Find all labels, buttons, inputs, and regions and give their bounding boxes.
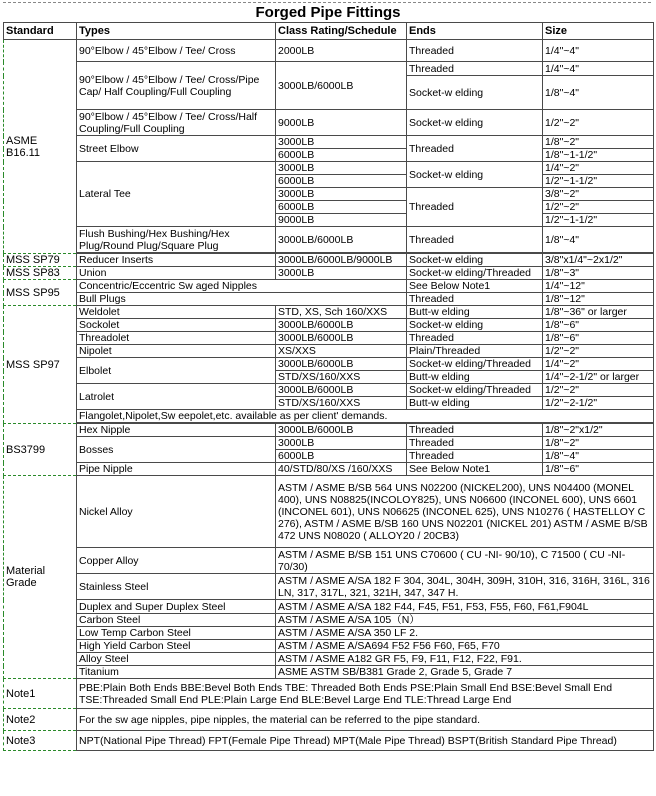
class-cell: STD/XS/160/XXS <box>276 371 407 384</box>
class-cell: 6000LB <box>276 450 407 463</box>
spec-cell: ASTM / ASME A182 GR F5, F9, F11, F12, F22, F91. <box>276 653 654 666</box>
table-row <box>4 476 654 548</box>
class-cell: 3000LB/6000LB <box>276 358 407 371</box>
class-cell: 3000LB/6000LB <box>276 319 407 332</box>
type-cell: Reducer Inserts <box>77 254 276 267</box>
class-cell: 3000LB/6000LB <box>276 227 407 253</box>
class-cell: 3000LB/6000LB <box>276 424 407 437</box>
ends-cell: Socket-w elding <box>407 162 543 188</box>
size-cell: 1/8"~1-1/2" <box>543 149 654 162</box>
spec-cell: ASTM / ASME B/SB 151 UNS C70600 ( CU -NI- 90/10), C 71500 ( CU -NI- 70/30) <box>276 548 654 574</box>
type-cell: Bosses <box>77 437 276 463</box>
type-cell: 90°Elbow / 45°Elbow / Tee/ Cross/Half Coupling/Full Coupling <box>77 110 276 136</box>
table-row <box>4 40 654 62</box>
class-cell: STD, XS, Sch 160/XXS <box>276 306 407 319</box>
size-cell: 1/8"~6" <box>543 319 654 332</box>
class-cell: XS/XXS <box>276 345 407 358</box>
size-cell: 1/2"~1-1/2" <box>543 175 654 188</box>
class-cell: 3000LB/6000LB <box>276 384 407 397</box>
class-cell: 2000LB <box>276 40 407 62</box>
header-row <box>4 23 654 40</box>
type-cell: Sockolet <box>77 319 276 332</box>
type-cell: Copper Alloy <box>77 548 276 574</box>
standard-cell: Note1 <box>4 679 77 709</box>
size-cell: 1/8"~36" or larger <box>543 306 654 319</box>
type-cell: Union <box>77 267 276 280</box>
ends-cell: Threaded <box>407 437 543 450</box>
ends-cell: Socket-w elding <box>407 110 543 136</box>
header-types: Types <box>77 23 276 40</box>
header-class: Class Rating/Schedule <box>276 23 407 40</box>
type-cell: High Yield Carbon Steel <box>77 640 276 653</box>
table-row <box>4 136 654 149</box>
type-cell: Concentric/Eccentric Sw aged Nipples <box>77 280 407 293</box>
class-cell: 40/STD/80/XS /160/XXS <box>276 463 407 476</box>
table-row <box>4 666 654 679</box>
table-row <box>4 254 654 267</box>
class-cell: STD/XS/160/XXS <box>276 397 407 410</box>
standard-cell: MSS SP83 <box>4 267 77 280</box>
table-row <box>4 679 654 709</box>
table-row <box>4 653 654 666</box>
table-row <box>4 110 654 136</box>
spec-cell: ASTM / ASME A/SA 182 F 304, 304L, 304H, 309H, 310H, 316, 316H, 316L, 316 LN, 317, 317L, 321, 321H, 347, 347 H. <box>276 574 654 600</box>
type-cell: Street Elbow <box>77 136 276 162</box>
size-cell: 3/8"x1/4"~2x1/2" <box>543 254 654 267</box>
size-cell: 1/2"~2" <box>543 384 654 397</box>
type-cell: Nickel Alloy <box>77 476 276 548</box>
table-row <box>4 574 654 600</box>
type-cell: Alloy Steel <box>77 653 276 666</box>
table-row <box>4 319 654 332</box>
size-cell: 1/8"~2" <box>543 437 654 450</box>
type-cell: Low Temp Carbon Steel <box>77 627 276 640</box>
ends-cell: Butt-w elding <box>407 371 543 384</box>
size-cell: 1/4"~12" <box>543 280 654 293</box>
type-cell: Elbolet <box>77 358 276 384</box>
size-cell: 3/8"~2" <box>543 188 654 201</box>
size-cell: 1/8"~4" <box>543 450 654 463</box>
size-cell: 1/8"~6" <box>543 332 654 345</box>
size-cell: 1/8"~12" <box>543 293 654 306</box>
type-cell: Weldolet <box>77 306 276 319</box>
class-cell: 3000LB/6000LB/9000LB <box>276 254 407 267</box>
table-row <box>4 162 654 175</box>
size-cell: 1/8"~4" <box>543 76 654 110</box>
class-cell: 3000LB/6000LB <box>276 332 407 345</box>
size-cell: 1/8"~4" <box>543 227 654 253</box>
class-cell: 9000LB <box>276 214 407 227</box>
table-row <box>4 709 654 731</box>
type-cell: Hex Nipple <box>77 424 276 437</box>
type-cell: Titanium <box>77 666 276 679</box>
size-cell: 1/4"~4" <box>543 62 654 76</box>
table-row <box>4 463 654 476</box>
standard-cell: BS3799 <box>4 424 77 476</box>
standard-cell: MSS SP95 <box>4 280 77 306</box>
note3-cell: NPT(National Pipe Thread) FPT(Female Pipe Thread) MPT(Male Pipe Thread) BSPT(British Standard Pipe Thread) <box>77 731 654 751</box>
table-row <box>4 614 654 627</box>
type-cell: 90°Elbow / 45°Elbow / Tee/ Cross <box>77 40 276 62</box>
type-cell: Bull Plugs <box>77 293 407 306</box>
spec-cell: ASTM / ASME A/SA 182 F44, F45, F51, F53, F55, F60, F61,F904L <box>276 600 654 614</box>
class-cell: 6000LB <box>276 175 407 188</box>
class-cell: 3000LB <box>276 162 407 175</box>
size-cell: 1/8"~6" <box>543 463 654 476</box>
standard-cell: MSS SP97 <box>4 306 77 424</box>
table-row <box>4 358 654 371</box>
table-row <box>4 731 654 751</box>
ends-cell: See Below Note1 <box>407 463 543 476</box>
table-row <box>4 306 654 319</box>
ends-cell: Socket-w elding/Threaded <box>407 384 543 397</box>
standard-cell: Material Grade <box>4 476 77 679</box>
size-cell: 1/8"~2"x1/2" <box>543 424 654 437</box>
note-cell: Flangolet,Nipolet,Sw eepolet,etc. available as per client' demands. <box>77 410 654 423</box>
ends-cell: Plain/Threaded <box>407 345 543 358</box>
type-cell: Duplex and Super Duplex Steel <box>77 600 276 614</box>
ends-cell: Threaded <box>407 332 543 345</box>
size-cell: 1/8"~3" <box>543 267 654 280</box>
ends-cell: See Below Note1 <box>407 280 543 293</box>
note2-cell: For the sw age nipples, pipe nipples, the material can be referred to the pipe standard. <box>77 709 654 731</box>
spec-cell: ASTM / ASME A/SA694 F52 F56 F60, F65, F70 <box>276 640 654 653</box>
standard-cell: ASME B16.11 <box>4 40 77 254</box>
type-cell: Flush Bushing/Hex Bushing/Hex Plug/Round Plug/Square Plug <box>77 227 276 253</box>
ends-cell: Butt-w elding <box>407 397 543 410</box>
table-row <box>4 600 654 614</box>
class-cell: 3000LB <box>276 188 407 201</box>
header-ends: Ends <box>407 23 543 40</box>
class-cell: 6000LB <box>276 149 407 162</box>
type-cell: Threadolet <box>77 332 276 345</box>
note1-line: TSE:Threaded Small End PLE:Plain Large End BLE:Bevel Large End TLE:Thread Large End <box>79 693 512 706</box>
standard-cell: Note2 <box>4 709 77 731</box>
class-cell: 9000LB <box>276 110 407 136</box>
ends-cell: Socket-w elding/Threaded <box>407 267 543 280</box>
ends-cell: Socket-w elding <box>407 76 543 110</box>
class-cell: 3000LB <box>276 437 407 450</box>
size-cell: 1/8"~2" <box>543 136 654 149</box>
table-row <box>4 280 654 293</box>
type-cell: Carbon Steel <box>77 614 276 627</box>
class-cell: 3000LB <box>276 267 407 280</box>
size-cell: 1/2"~2" <box>543 201 654 214</box>
size-cell: 1/4"~4" <box>543 40 654 62</box>
ends-cell: Threaded <box>407 293 543 306</box>
spec-cell: ASME ASTM SB/B381 Grade 2, Grade 5, Grade 7 <box>276 666 654 679</box>
ends-cell: Threaded <box>407 227 543 253</box>
type-cell: Latrolet <box>77 384 276 410</box>
spec-cell: ASTM / ASME A/SA 350 LF 2. <box>276 627 654 640</box>
type-cell: 90°Elbow / 45°Elbow / Tee/ Cross/Pipe Cap/ Half Coupling/Full Coupling <box>77 62 276 110</box>
top-rule <box>3 2 651 3</box>
table-row <box>4 227 654 253</box>
fittings-document <box>1 0 655 751</box>
size-cell: 1/2"~2" <box>543 345 654 358</box>
table-row <box>4 332 654 345</box>
table-row <box>4 640 654 653</box>
size-cell: 1/2"~2-1/2" <box>543 397 654 410</box>
table-row <box>4 62 654 76</box>
table-row <box>4 627 654 640</box>
header-standard: Standard <box>4 23 77 40</box>
table-row <box>4 345 654 358</box>
type-cell: Nipolet <box>77 345 276 358</box>
page-title: Forged Pipe Fittings <box>255 4 401 21</box>
size-cell: 1/4"~2" <box>543 162 654 175</box>
ends-cell: Butt-w elding <box>407 306 543 319</box>
standard-cell: MSS SP79 <box>4 254 77 267</box>
ends-cell: Socket-w elding <box>407 319 543 332</box>
ends-cell: Threaded <box>407 136 543 162</box>
size-cell: 1/2"~1-1/2" <box>543 214 654 227</box>
table-row <box>4 384 654 397</box>
table-row <box>4 293 654 306</box>
size-cell: 1/2"~2" <box>543 110 654 136</box>
ends-cell: Threaded <box>407 424 543 437</box>
ends-cell: Threaded <box>407 450 543 463</box>
spec-cell: ASTM / ASME B/SB 564 UNS N02200 (NICKEL200), UNS N04400 (MONEL 400), UNS N08825(INCOLOY825), UNS N06600 (INCONEL 600), UNS 6601 (INCONEL 601), UNS N06625 (INCONEL 625), UNS N10276 ( HASTELLOY C 276), ASTM / ASME B/SB 160 UNS N02201 (NICKEL 201) ASTM / ASME B/SB 472 UNS N08020 ( ALLOY20 / 20CB3) <box>276 476 654 548</box>
table-row <box>4 267 654 280</box>
header-size: Size <box>543 23 654 40</box>
size-cell: 1/4"~2" <box>543 358 654 371</box>
class-cell: 3000LB <box>276 136 407 149</box>
class-cell: 6000LB <box>276 201 407 214</box>
table-row <box>4 548 654 574</box>
ends-cell: Threaded <box>407 40 543 62</box>
size-cell: 1/4"~2-1/2" or larger <box>543 371 654 384</box>
ends-cell: Socket-w elding <box>407 254 543 267</box>
table-row <box>4 424 654 437</box>
table-row <box>4 410 654 423</box>
note1-line: PBE:Plain Both Ends BBE:Bevel Both Ends TBE: Threaded Both Ends PSE:Plain Small End BSE:Bevel Small End <box>79 681 613 694</box>
note1-cell <box>77 679 654 709</box>
fittings-table <box>3 22 654 751</box>
ends-cell: Threaded <box>407 188 543 227</box>
class-cell: 3000LB/6000LB <box>276 62 407 110</box>
type-cell: Lateral Tee <box>77 162 276 227</box>
spec-cell: ASTM / ASME A/SA 105（N） <box>276 614 654 627</box>
type-cell: Pipe Nipple <box>77 463 276 476</box>
standard-cell: Note3 <box>4 731 77 751</box>
ends-cell: Socket-w elding/Threaded <box>407 358 543 371</box>
type-cell: Stainless Steel <box>77 574 276 600</box>
table-row <box>4 437 654 450</box>
ends-cell: Threaded <box>407 62 543 76</box>
